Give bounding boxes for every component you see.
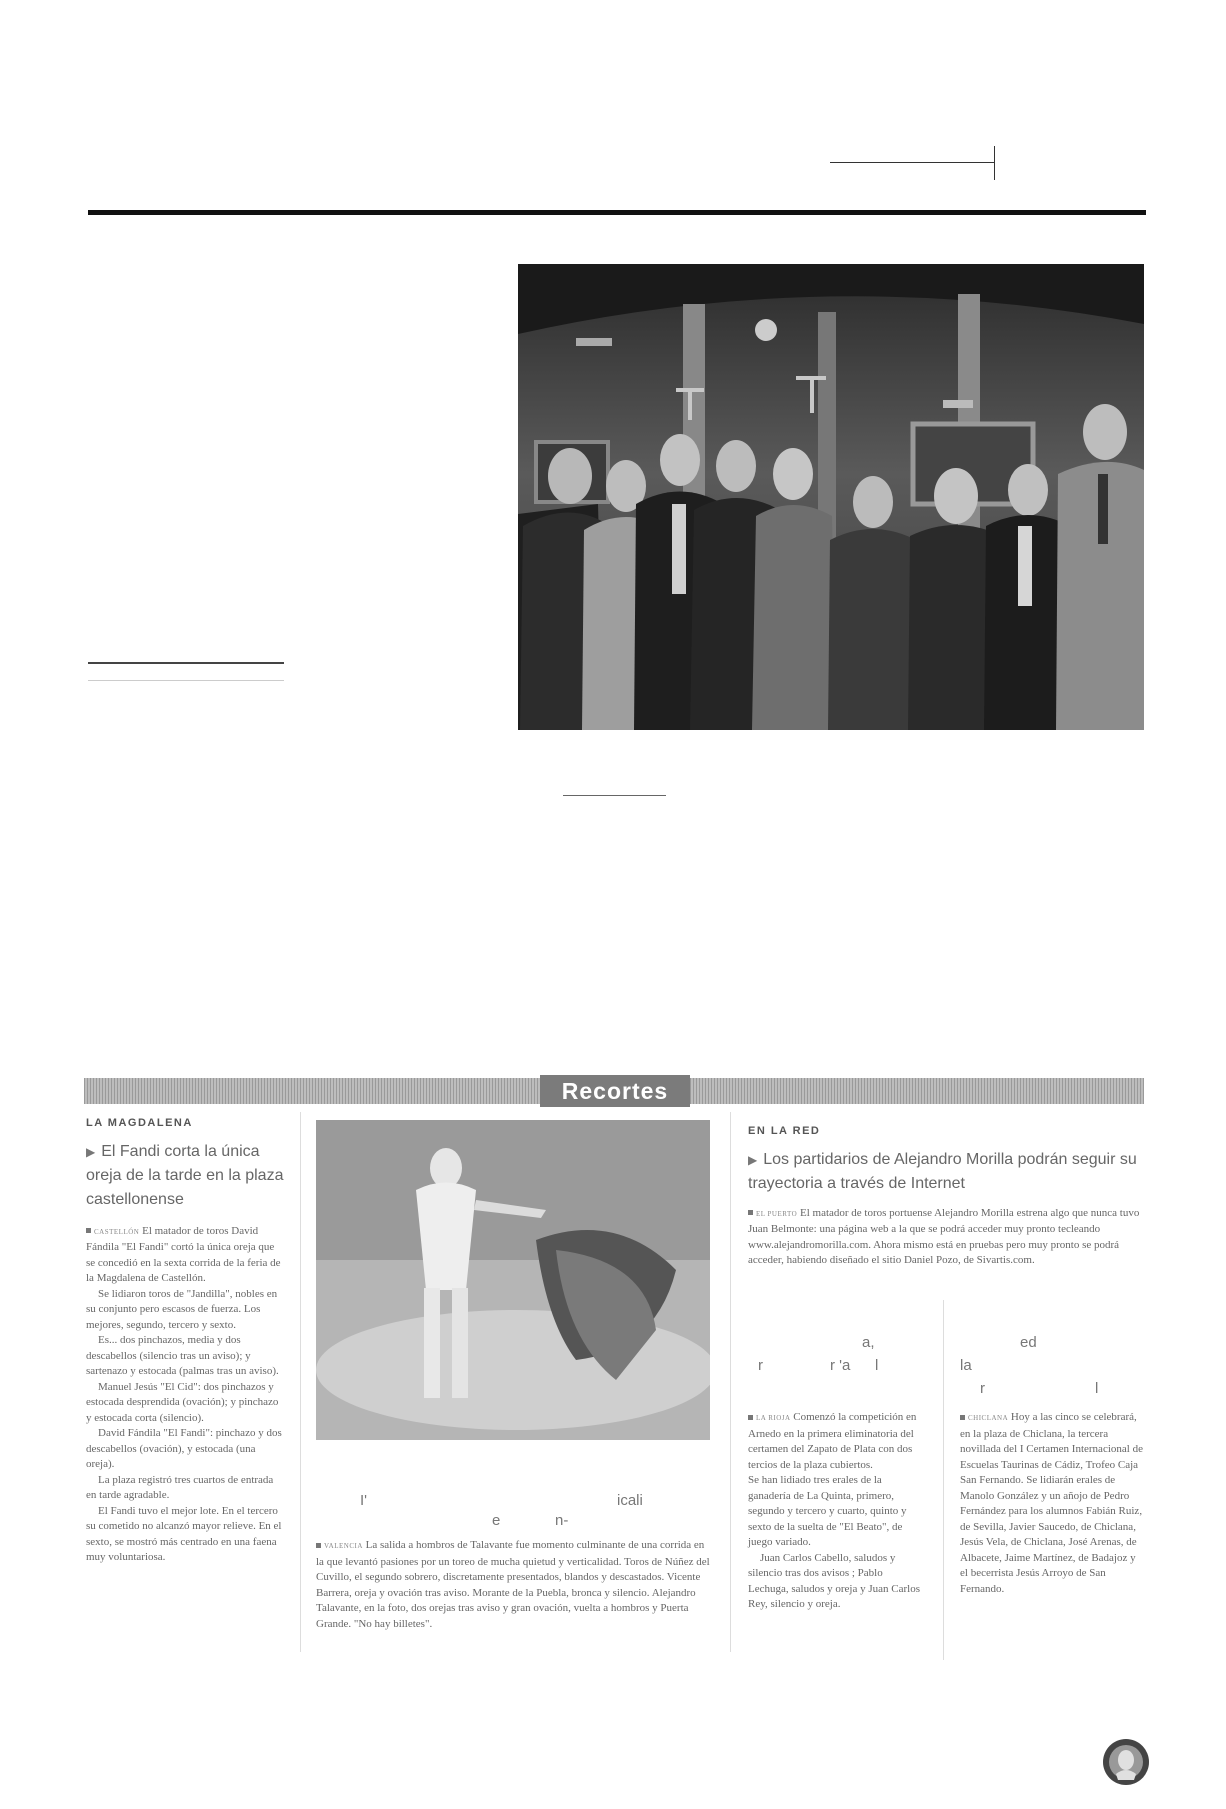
bullfighter-photo xyxy=(316,1120,710,1440)
caption-fragment: n- xyxy=(555,1512,569,1529)
article-paragraph: Manuel Jesús "El Cid": dos pinchazos y estocada desprendida (ovación); y pinchazo y estocada corta (silencio). xyxy=(86,1380,279,1424)
main-photo xyxy=(518,264,1144,730)
article-paragraph: Se han lidiado tres erales de la ganadería de La Quinta, primero, segundo y tercero y cuarto, quinto y sexto de la suelta de "El Beato", de juego variado. xyxy=(748,1474,907,1548)
arrow-icon: ▶ xyxy=(748,1152,758,1167)
caption-rule xyxy=(563,795,666,796)
sidebar-rule-thin xyxy=(88,680,284,681)
heading-fragment: r xyxy=(758,1357,763,1374)
bullet-square-icon xyxy=(86,1228,91,1233)
article-paragraph: CASTELLÓN El matador de toros David Fándila "El Fandi" cortó la única oreja que se concedió en la sexta corrida de la feria de la Magdalena de Castellón. xyxy=(86,1224,281,1284)
article-paragraph: El Fandi tuvo el mejor lote. En el tercero su cometido no alcanzó mayor relieve. En el sexto, se mostró más centrado en una faena muy voluntariosa. xyxy=(86,1504,282,1563)
heading-fragment: r xyxy=(980,1380,985,1397)
article-headline: ▶ El Fandi corta la única oreja de la tarde en la plaza castellonense xyxy=(86,1142,284,1208)
article-paragraph: David Fándila "El Fandi": pinchazo y dos descabellos (ovación), y estocada (una oreja). xyxy=(86,1427,282,1470)
bullet-square-icon xyxy=(748,1210,753,1215)
bullet-square-icon xyxy=(316,1543,321,1548)
column-divider xyxy=(943,1300,944,1660)
article-valencia: VALENCIA La salida a hombros de Talavante fue momento culminante de una corrida en la que levantó pasiones por un toreo de mucha quietud y verticalidad. Toros de Núñez del Cuvillo, el segundo sobrero, discretamente presentados, blandos y descastados. Vicente Barrera, oreja y ovación tras aviso. Morante de la Puebla, bronca y silencio. Alejandro Talavante, en la foto, dos orejas tras aviso y gran ovación, vuelta a hombros y Puerta Grande. "No hay billetes". xyxy=(316,1539,710,1630)
article-kicker: LA MAGDALENA xyxy=(86,1117,193,1129)
article-paragraph: LA RIOJA Comenzó la competición en Arnedo en la primera eliminatoria del certamen del Zapato de Plata con dos tercios de la plaza cubiertos. xyxy=(748,1411,917,1471)
caption-fragment: e xyxy=(492,1512,501,1529)
bullet-square-icon xyxy=(748,1415,753,1420)
heading-fragment: r 'a xyxy=(830,1357,851,1374)
article-paragraph: Es... dos pinchazos, media y dos descabellos (silencio tras un aviso); y sartenazo y estocada (palmas tras un aviso). xyxy=(86,1334,279,1377)
article-headline: ▶ Los partidarios de Alejandro Morilla podrán seguir su trayectoria a través de Internet xyxy=(748,1150,1137,1192)
bullet-square-icon xyxy=(960,1415,965,1420)
article-la-magdalena xyxy=(86,1116,286,1566)
column-divider xyxy=(730,1112,731,1652)
article-paragraph: La plaza registró tres cuartos de entrada en tarde agradable. xyxy=(86,1473,274,1501)
article-en-la-red xyxy=(748,1124,1144,1269)
folio-line xyxy=(830,162,994,163)
page-top-rule xyxy=(88,210,1146,215)
heading-fragment: a, xyxy=(862,1334,875,1351)
article-paragraph: Se lidiaron toros de "Jandilla", nobles en su conjunto pero escasos de fuerza. Los mejores, segundo, tercero y sexto. xyxy=(86,1287,278,1331)
caption-fragment: I' xyxy=(360,1492,368,1509)
heading-fragment: ed xyxy=(1020,1334,1037,1351)
article-kicker: EN LA RED xyxy=(748,1125,821,1137)
folio-tick xyxy=(994,146,995,180)
article-paragraph: Juan Carlos Cabello, saludos y silencio tras dos avisos ; Pablo Lechuga, saludos y oreja y Juan Carlos Rey, silencio y oreja. xyxy=(748,1551,920,1610)
heading-fragment: la xyxy=(960,1357,972,1374)
column-divider xyxy=(300,1112,301,1652)
arrow-icon: ▶ xyxy=(86,1144,96,1159)
sidebar-rule xyxy=(88,662,284,664)
heading-fragment: l xyxy=(1095,1380,1099,1397)
caption-fragment: icali xyxy=(617,1492,643,1509)
heading-fragment: l xyxy=(875,1357,879,1374)
article-la-rioja xyxy=(748,1410,926,1613)
article-body: EL PUERTO El matador de toros portuense Alejandro Morilla estrena algo que nunca tuvo Juan Belmonte: una página web a la que se podrá acceder muy pronto tecleando www.alejandromorilla.com. Ahora mismo está en pruebas pero muy pronto se podrá acceder, habiendo diseñado el sitio Daniel Pozo, de Sivartis.com. xyxy=(748,1206,1140,1266)
recortes-title: Recortes xyxy=(540,1075,690,1107)
article-chiclana: CHICLANA Hoy a las cinco se celebrará, en la plaza de Chiclana, la tercera novillada del I Certamen Internacional de Escuelas Taurinas de Cádiz, Trofeo Caja San Fernando. Se lidiarán erales de Manolo González y un añojo de Pedro Fernández para los alumnos Fabián Ruiz, de Sevilla, Javier Saucedo, de Chiclana, Jesús Vela, de Chiclana, José Arenas, de Albacete, Jaime Martínez, de Badajoz y el becerrista Jesús Arroyo de San Fernando. xyxy=(960,1411,1143,1595)
article-body xyxy=(86,1224,286,1566)
bullfighter-logo-icon xyxy=(1102,1738,1150,1786)
